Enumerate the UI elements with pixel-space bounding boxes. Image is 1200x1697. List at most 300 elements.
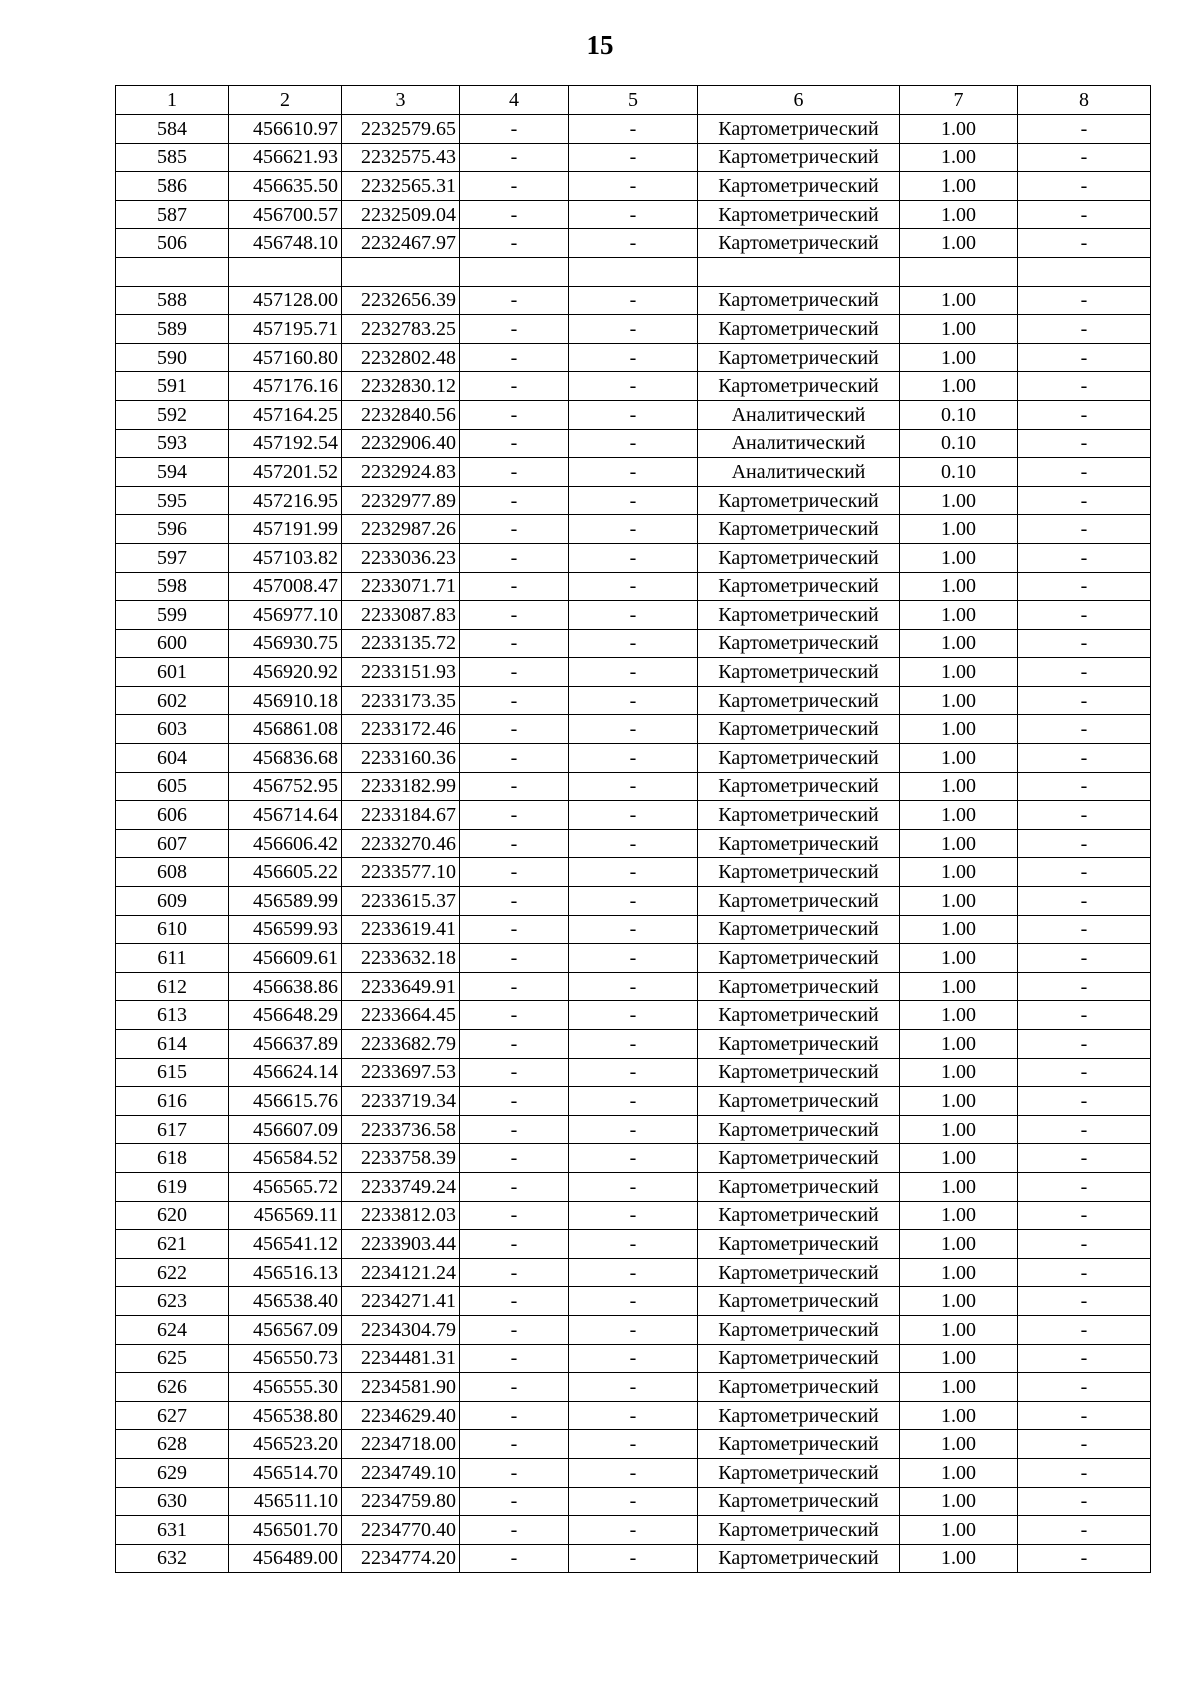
- accuracy-cell: 1.00: [900, 200, 1018, 229]
- point-number-cell: 630: [116, 1487, 229, 1516]
- point-number-cell: 589: [116, 315, 229, 344]
- point-number-cell: 591: [116, 372, 229, 401]
- x-coordinate-cell: 456748.10: [229, 229, 342, 258]
- empty-cell: [698, 257, 900, 286]
- point-number-cell: 609: [116, 887, 229, 916]
- method-cell: Картометрический: [698, 1115, 900, 1144]
- point-number-cell: 612: [116, 972, 229, 1001]
- table-row: [116, 143, 1151, 172]
- y-coordinate-cell: 2233135.72: [342, 629, 460, 658]
- method-cell: Картометрический: [698, 772, 900, 801]
- x-coordinate-cell: 456589.99: [229, 887, 342, 916]
- accuracy-cell: 1.00: [900, 1487, 1018, 1516]
- table-row: [116, 629, 1151, 658]
- y-coordinate-cell: 2233151.93: [342, 658, 460, 687]
- y-coordinate-cell: 2234481.31: [342, 1344, 460, 1373]
- point-number-cell: 616: [116, 1087, 229, 1116]
- x-coordinate-cell: 456541.12: [229, 1230, 342, 1259]
- method-cell: Картометрический: [698, 486, 900, 515]
- column-4-cell: -: [460, 1544, 569, 1573]
- accuracy-cell: 1.00: [900, 887, 1018, 916]
- x-coordinate-cell: 456565.72: [229, 1172, 342, 1201]
- x-coordinate-cell: 456930.75: [229, 629, 342, 658]
- column-5-cell: -: [569, 343, 698, 372]
- x-coordinate-cell: 457128.00: [229, 286, 342, 315]
- accuracy-cell: 1.00: [900, 772, 1018, 801]
- column-8-cell: -: [1018, 1172, 1151, 1201]
- table-row: [116, 1030, 1151, 1059]
- column-4-cell: -: [460, 1058, 569, 1087]
- column-8-cell: -: [1018, 829, 1151, 858]
- method-cell: Картометрический: [698, 1258, 900, 1287]
- column-header: 5: [569, 86, 698, 115]
- x-coordinate-cell: 456635.50: [229, 172, 342, 201]
- y-coordinate-cell: 2233619.41: [342, 915, 460, 944]
- x-coordinate-cell: 457164.25: [229, 400, 342, 429]
- column-8-cell: -: [1018, 944, 1151, 973]
- accuracy-cell: 1.00: [900, 1172, 1018, 1201]
- accuracy-cell: 1.00: [900, 229, 1018, 258]
- y-coordinate-cell: 2234271.41: [342, 1287, 460, 1316]
- column-4-cell: -: [460, 515, 569, 544]
- point-number-cell: 593: [116, 429, 229, 458]
- table-row: [116, 1058, 1151, 1087]
- method-cell: Картометрический: [698, 887, 900, 916]
- column-4-cell: -: [460, 972, 569, 1001]
- x-coordinate-cell: 456523.20: [229, 1430, 342, 1459]
- table-row: [116, 172, 1151, 201]
- accuracy-cell: 1.00: [900, 1030, 1018, 1059]
- x-coordinate-cell: 456920.92: [229, 658, 342, 687]
- accuracy-cell: 1.00: [900, 543, 1018, 572]
- method-cell: Картометрический: [698, 1458, 900, 1487]
- table-row: [116, 1430, 1151, 1459]
- column-8-cell: -: [1018, 658, 1151, 687]
- x-coordinate-cell: 456624.14: [229, 1058, 342, 1087]
- column-5-cell: -: [569, 400, 698, 429]
- column-4-cell: -: [460, 1373, 569, 1402]
- x-coordinate-cell: 456607.09: [229, 1115, 342, 1144]
- column-4-cell: -: [460, 1487, 569, 1516]
- y-coordinate-cell: 2233682.79: [342, 1030, 460, 1059]
- accuracy-cell: 1.00: [900, 1201, 1018, 1230]
- method-cell: Картометрический: [698, 858, 900, 887]
- accuracy-cell: 1.00: [900, 172, 1018, 201]
- y-coordinate-cell: 2233697.53: [342, 1058, 460, 1087]
- method-cell: Картометрический: [698, 343, 900, 372]
- point-number-cell: 601: [116, 658, 229, 687]
- method-cell: Картометрический: [698, 629, 900, 658]
- column-4-cell: -: [460, 772, 569, 801]
- table-row: [116, 1258, 1151, 1287]
- column-5-cell: -: [569, 1544, 698, 1573]
- method-cell: Картометрический: [698, 543, 900, 572]
- method-cell: Картометрический: [698, 286, 900, 315]
- y-coordinate-cell: 2232565.31: [342, 172, 460, 201]
- y-coordinate-cell: 2234629.40: [342, 1401, 460, 1430]
- x-coordinate-cell: 456637.89: [229, 1030, 342, 1059]
- column-5-cell: -: [569, 315, 698, 344]
- y-coordinate-cell: 2234718.00: [342, 1430, 460, 1459]
- method-cell: Картометрический: [698, 1030, 900, 1059]
- method-cell: Картометрический: [698, 515, 900, 544]
- y-coordinate-cell: 2232467.97: [342, 229, 460, 258]
- column-8-cell: -: [1018, 543, 1151, 572]
- column-8-cell: -: [1018, 1058, 1151, 1087]
- table-row: [116, 1373, 1151, 1402]
- table-row: [116, 572, 1151, 601]
- column-header: 2: [229, 86, 342, 115]
- table-row: [116, 1516, 1151, 1545]
- table-row: [116, 801, 1151, 830]
- x-coordinate-cell: 457008.47: [229, 572, 342, 601]
- column-8-cell: -: [1018, 1401, 1151, 1430]
- column-8-cell: -: [1018, 200, 1151, 229]
- column-4-cell: -: [460, 172, 569, 201]
- y-coordinate-cell: 2233664.45: [342, 1001, 460, 1030]
- x-coordinate-cell: 456584.52: [229, 1144, 342, 1173]
- column-5-cell: -: [569, 1344, 698, 1373]
- accuracy-cell: 1.00: [900, 143, 1018, 172]
- method-cell: Аналитический: [698, 458, 900, 487]
- column-4-cell: -: [460, 686, 569, 715]
- column-5-cell: -: [569, 286, 698, 315]
- y-coordinate-cell: 2233071.71: [342, 572, 460, 601]
- point-number-cell: 628: [116, 1430, 229, 1459]
- accuracy-cell: 1.00: [900, 1230, 1018, 1259]
- y-coordinate-cell: 2233182.99: [342, 772, 460, 801]
- column-4-cell: -: [460, 1315, 569, 1344]
- table-row: [116, 1544, 1151, 1573]
- x-coordinate-cell: 456714.64: [229, 801, 342, 830]
- y-coordinate-cell: 2233087.83: [342, 601, 460, 630]
- column-5-cell: -: [569, 1087, 698, 1116]
- accuracy-cell: 1.00: [900, 1058, 1018, 1087]
- column-5-cell: -: [569, 1144, 698, 1173]
- point-number-cell: 597: [116, 543, 229, 572]
- empty-cell: [116, 257, 229, 286]
- point-number-cell: 617: [116, 1115, 229, 1144]
- point-number-cell: 610: [116, 915, 229, 944]
- table-row: [116, 543, 1151, 572]
- column-8-cell: -: [1018, 629, 1151, 658]
- column-4-cell: -: [460, 1030, 569, 1059]
- point-number-cell: 606: [116, 801, 229, 830]
- column-4-cell: -: [460, 1201, 569, 1230]
- accuracy-cell: 1.00: [900, 658, 1018, 687]
- point-number-cell: 620: [116, 1201, 229, 1230]
- column-5-cell: -: [569, 1258, 698, 1287]
- y-coordinate-cell: 2234774.20: [342, 1544, 460, 1573]
- y-coordinate-cell: 2233577.10: [342, 858, 460, 887]
- y-coordinate-cell: 2232509.04: [342, 200, 460, 229]
- column-8-cell: -: [1018, 286, 1151, 315]
- method-cell: Картометрический: [698, 1201, 900, 1230]
- point-number-cell: 594: [116, 458, 229, 487]
- accuracy-cell: 1.00: [900, 372, 1018, 401]
- method-cell: Картометрический: [698, 115, 900, 144]
- column-4-cell: -: [460, 315, 569, 344]
- point-number-cell: 590: [116, 343, 229, 372]
- empty-cell: [1018, 257, 1151, 286]
- column-5-cell: -: [569, 1230, 698, 1259]
- empty-cell: [229, 257, 342, 286]
- accuracy-cell: 1.00: [900, 315, 1018, 344]
- method-cell: Картометрический: [698, 372, 900, 401]
- y-coordinate-cell: 2233812.03: [342, 1201, 460, 1230]
- x-coordinate-cell: 457216.95: [229, 486, 342, 515]
- method-cell: Картометрический: [698, 1058, 900, 1087]
- table-row: [116, 1115, 1151, 1144]
- column-4-cell: -: [460, 200, 569, 229]
- column-8-cell: -: [1018, 972, 1151, 1001]
- column-8-cell: -: [1018, 172, 1151, 201]
- point-number-cell: 619: [116, 1172, 229, 1201]
- method-cell: Картометрический: [698, 200, 900, 229]
- method-cell: Аналитический: [698, 400, 900, 429]
- point-number-cell: 632: [116, 1544, 229, 1573]
- x-coordinate-cell: 456538.80: [229, 1401, 342, 1430]
- x-coordinate-cell: 456621.93: [229, 143, 342, 172]
- method-cell: Картометрический: [698, 915, 900, 944]
- point-number-cell: 613: [116, 1001, 229, 1030]
- point-number-cell: 626: [116, 1373, 229, 1402]
- accuracy-cell: 1.00: [900, 1458, 1018, 1487]
- column-4-cell: -: [460, 458, 569, 487]
- y-coordinate-cell: 2233172.46: [342, 715, 460, 744]
- column-4-cell: -: [460, 601, 569, 630]
- accuracy-cell: 1.00: [900, 629, 1018, 658]
- column-header: 6: [698, 86, 900, 115]
- accuracy-cell: 1.00: [900, 343, 1018, 372]
- column-5-cell: -: [569, 1030, 698, 1059]
- x-coordinate-cell: 457201.52: [229, 458, 342, 487]
- y-coordinate-cell: 2234581.90: [342, 1373, 460, 1402]
- column-5-cell: -: [569, 572, 698, 601]
- table-row: [116, 515, 1151, 544]
- table-row: [116, 915, 1151, 944]
- column-4-cell: -: [460, 1001, 569, 1030]
- point-number-cell: 595: [116, 486, 229, 515]
- column-8-cell: -: [1018, 1087, 1151, 1116]
- table-row: [116, 858, 1151, 887]
- method-cell: Картометрический: [698, 658, 900, 687]
- x-coordinate-cell: 456550.73: [229, 1344, 342, 1373]
- column-4-cell: -: [460, 1287, 569, 1316]
- column-4-cell: -: [460, 1458, 569, 1487]
- column-5-cell: -: [569, 744, 698, 773]
- y-coordinate-cell: 2232802.48: [342, 343, 460, 372]
- table-row: [116, 686, 1151, 715]
- column-4-cell: -: [460, 486, 569, 515]
- column-8-cell: -: [1018, 458, 1151, 487]
- column-5-cell: -: [569, 1001, 698, 1030]
- table-row: [116, 115, 1151, 144]
- x-coordinate-cell: 456538.40: [229, 1287, 342, 1316]
- point-number-cell: 584: [116, 115, 229, 144]
- column-5-cell: -: [569, 429, 698, 458]
- accuracy-cell: 1.00: [900, 1544, 1018, 1573]
- point-number-cell: 615: [116, 1058, 229, 1087]
- x-coordinate-cell: 456977.10: [229, 601, 342, 630]
- accuracy-cell: 1.00: [900, 829, 1018, 858]
- y-coordinate-cell: 2233903.44: [342, 1230, 460, 1259]
- accuracy-cell: 1.00: [900, 858, 1018, 887]
- table-row: [116, 944, 1151, 973]
- table-row: [116, 658, 1151, 687]
- column-4-cell: -: [460, 715, 569, 744]
- method-cell: Картометрический: [698, 172, 900, 201]
- y-coordinate-cell: 2234304.79: [342, 1315, 460, 1344]
- accuracy-cell: 1.00: [900, 1001, 1018, 1030]
- column-header: 3: [342, 86, 460, 115]
- table-row: [116, 458, 1151, 487]
- table-row: [116, 372, 1151, 401]
- accuracy-cell: 1.00: [900, 915, 1018, 944]
- y-coordinate-cell: 2233649.91: [342, 972, 460, 1001]
- method-cell: Картометрический: [698, 1001, 900, 1030]
- method-cell: Картометрический: [698, 143, 900, 172]
- column-5-cell: -: [569, 1430, 698, 1459]
- column-8-cell: -: [1018, 1458, 1151, 1487]
- column-8-cell: -: [1018, 143, 1151, 172]
- table-row: [116, 343, 1151, 372]
- point-number-cell: 604: [116, 744, 229, 773]
- x-coordinate-cell: 456606.42: [229, 829, 342, 858]
- column-8-cell: -: [1018, 1487, 1151, 1516]
- column-8-cell: -: [1018, 686, 1151, 715]
- method-cell: Картометрический: [698, 572, 900, 601]
- y-coordinate-cell: 2233719.34: [342, 1087, 460, 1116]
- column-5-cell: -: [569, 543, 698, 572]
- column-8-cell: -: [1018, 1544, 1151, 1573]
- method-cell: Картометрический: [698, 715, 900, 744]
- method-cell: Картометрический: [698, 1487, 900, 1516]
- method-cell: Картометрический: [698, 944, 900, 973]
- empty-cell: [342, 257, 460, 286]
- accuracy-cell: 1.00: [900, 1516, 1018, 1545]
- method-cell: Картометрический: [698, 1344, 900, 1373]
- empty-cell: [460, 257, 569, 286]
- column-5-cell: -: [569, 229, 698, 258]
- x-coordinate-cell: 456567.09: [229, 1315, 342, 1344]
- point-number-cell: 625: [116, 1344, 229, 1373]
- y-coordinate-cell: 2232579.65: [342, 115, 460, 144]
- point-number-cell: 623: [116, 1287, 229, 1316]
- column-8-cell: -: [1018, 1230, 1151, 1259]
- accuracy-cell: 1.00: [900, 1144, 1018, 1173]
- table-row: [116, 744, 1151, 773]
- table-row: [116, 400, 1151, 429]
- column-4-cell: -: [460, 543, 569, 572]
- column-5-cell: -: [569, 1401, 698, 1430]
- column-4-cell: -: [460, 429, 569, 458]
- column-5-cell: -: [569, 1516, 698, 1545]
- column-4-cell: -: [460, 1430, 569, 1459]
- x-coordinate-cell: 456910.18: [229, 686, 342, 715]
- column-8-cell: -: [1018, 1001, 1151, 1030]
- column-5-cell: -: [569, 829, 698, 858]
- accuracy-cell: 1.00: [900, 1315, 1018, 1344]
- point-number-cell: 624: [116, 1315, 229, 1344]
- method-cell: Картометрический: [698, 315, 900, 344]
- column-5-cell: -: [569, 143, 698, 172]
- column-4-cell: -: [460, 1516, 569, 1545]
- x-coordinate-cell: 457192.54: [229, 429, 342, 458]
- method-cell: Картометрический: [698, 1516, 900, 1545]
- column-8-cell: -: [1018, 1516, 1151, 1545]
- point-number-cell: 585: [116, 143, 229, 172]
- method-cell: Картометрический: [698, 744, 900, 773]
- column-5-cell: -: [569, 915, 698, 944]
- point-number-cell: 608: [116, 858, 229, 887]
- page-number: 15: [586, 30, 614, 60]
- column-5-cell: -: [569, 715, 698, 744]
- x-coordinate-cell: 457176.16: [229, 372, 342, 401]
- column-header: 4: [460, 86, 569, 115]
- column-5-cell: -: [569, 172, 698, 201]
- column-4-cell: -: [460, 1230, 569, 1259]
- y-coordinate-cell: 2234759.80: [342, 1487, 460, 1516]
- accuracy-cell: 0.10: [900, 400, 1018, 429]
- x-coordinate-cell: 456514.70: [229, 1458, 342, 1487]
- point-number-cell: 600: [116, 629, 229, 658]
- column-4-cell: -: [460, 1087, 569, 1116]
- column-5-cell: -: [569, 1487, 698, 1516]
- y-coordinate-cell: 2233615.37: [342, 887, 460, 916]
- method-cell: Картометрический: [698, 1230, 900, 1259]
- x-coordinate-cell: 456489.00: [229, 1544, 342, 1573]
- x-coordinate-cell: 456511.10: [229, 1487, 342, 1516]
- point-number-cell: 614: [116, 1030, 229, 1059]
- y-coordinate-cell: 2232977.89: [342, 486, 460, 515]
- table-row: [116, 1315, 1151, 1344]
- y-coordinate-cell: 2232830.12: [342, 372, 460, 401]
- x-coordinate-cell: 456615.76: [229, 1087, 342, 1116]
- table-row: [116, 1344, 1151, 1373]
- y-coordinate-cell: 2233632.18: [342, 944, 460, 973]
- point-number-cell: 588: [116, 286, 229, 315]
- x-coordinate-cell: 456861.08: [229, 715, 342, 744]
- point-number-cell: 629: [116, 1458, 229, 1487]
- column-8-cell: -: [1018, 1258, 1151, 1287]
- accuracy-cell: 1.00: [900, 1373, 1018, 1402]
- y-coordinate-cell: 2233758.39: [342, 1144, 460, 1173]
- y-coordinate-cell: 2232575.43: [342, 143, 460, 172]
- y-coordinate-cell: 2232656.39: [342, 286, 460, 315]
- x-coordinate-cell: 457103.82: [229, 543, 342, 572]
- column-5-cell: -: [569, 772, 698, 801]
- column-5-cell: -: [569, 1172, 698, 1201]
- column-5-cell: -: [569, 486, 698, 515]
- column-header: 8: [1018, 86, 1151, 115]
- y-coordinate-cell: 2232840.56: [342, 400, 460, 429]
- empty-cell: [569, 257, 698, 286]
- method-cell: Картометрический: [698, 1144, 900, 1173]
- column-5-cell: -: [569, 658, 698, 687]
- column-4-cell: -: [460, 858, 569, 887]
- column-8-cell: -: [1018, 400, 1151, 429]
- point-number-cell: 592: [116, 400, 229, 429]
- point-number-cell: 631: [116, 1516, 229, 1545]
- method-cell: Картометрический: [698, 686, 900, 715]
- accuracy-cell: 1.00: [900, 944, 1018, 973]
- column-8-cell: -: [1018, 1344, 1151, 1373]
- accuracy-cell: 1.00: [900, 572, 1018, 601]
- column-8-cell: -: [1018, 1373, 1151, 1402]
- column-8-cell: -: [1018, 572, 1151, 601]
- method-cell: Аналитический: [698, 429, 900, 458]
